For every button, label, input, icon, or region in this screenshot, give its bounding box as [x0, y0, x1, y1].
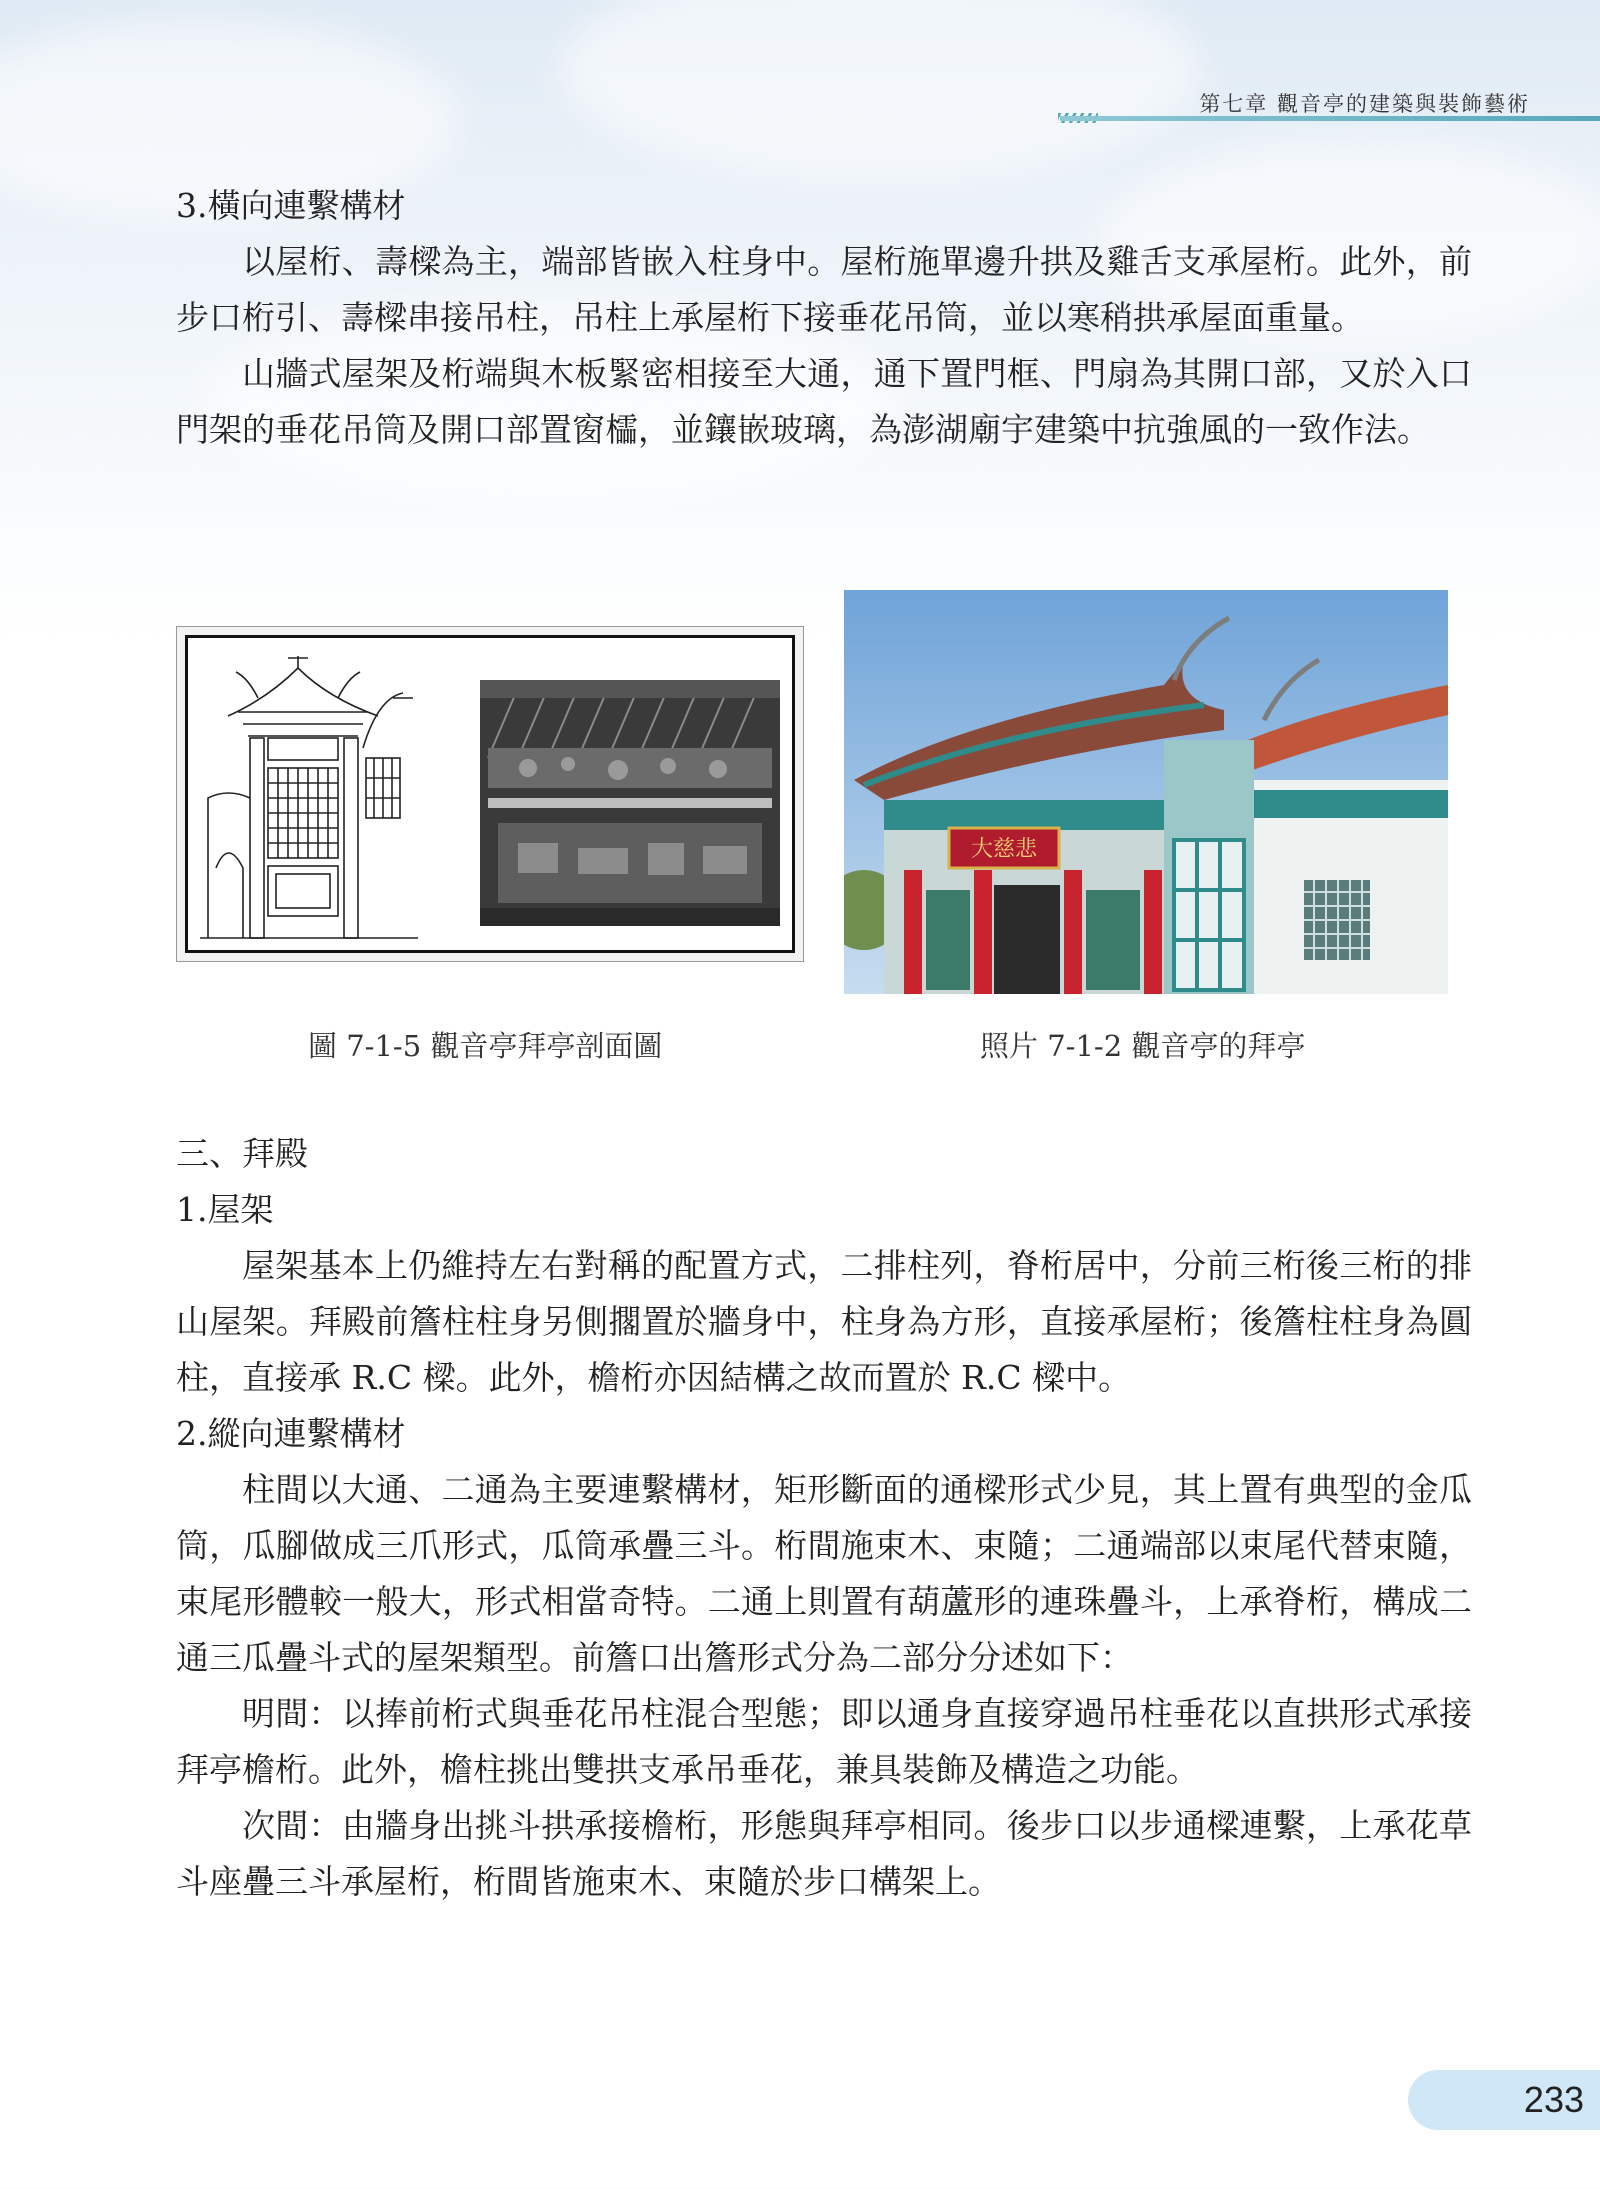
sky-cloud	[560, 0, 1200, 180]
figure-caption-right: 照片 7-1-2 觀音亭的拜亭	[980, 1029, 1306, 1063]
pavilion-photo-illustration	[844, 590, 1448, 994]
figure-caption-left: 圖 7-1-5 觀音亭拜亭剖面圖	[308, 1029, 663, 1063]
chapter-header: 第七章 觀音亭的建築與裝飾藝術	[1199, 92, 1530, 116]
section-drawing-figure	[176, 626, 804, 962]
body-paragraph: 屋架基本上仍維持左右對稱的配置方式，二排柱列，脊桁居中，分前三桁後三桁的排山屋架。拜殿前簷柱柱身另側擱置於牆身中，柱身為方形，直接承屋桁；後簷柱柱身為圓柱，直接承 R.C 樑。此外，檐桁亦因結構之故而置於 R.C 樑中。	[176, 1246, 1472, 1397]
section-heading: 3.橫向連繫構材	[176, 186, 406, 225]
section-drawing	[188, 638, 793, 951]
pavilion-photo	[844, 590, 1448, 994]
page-number: 233	[1523, 2079, 1584, 2120]
section-worship-hall	[176, 1126, 1472, 1910]
body-paragraph: 以屋桁、壽樑為主，端部皆嵌入柱身中。屋桁施單邊升拱及雞舌支承屋桁。此外，前步口桁引、壽樑串接吊柱，吊柱上承屋桁下接垂花吊筒，並以寒稍拱承屋面重量。	[176, 242, 1472, 337]
body-paragraph: 明間：以捧前桁式與垂花吊柱混合型態；即以通身直接穿過吊柱垂花以直拱形式承接拜亭檐桁。此外，檐柱挑出雙拱支承吊垂花，兼具裝飾及構造之功能。	[176, 1694, 1472, 1789]
plaque-text: 大慈悲	[970, 837, 1038, 862]
section-title: 三、拜殿	[176, 1134, 308, 1173]
section-horizontal-members	[176, 178, 1472, 458]
subsection-heading: 1.屋架	[176, 1190, 274, 1229]
body-paragraph: 山牆式屋架及桁端與木板緊密相接至大通，通下置門框、門扇為其開口部，又於入口門架的垂花吊筒及開口部置窗櫺，並鑲嵌玻璃，為澎湖廟宇建築中抗強風的一致作法。	[176, 354, 1472, 449]
header-rule	[1060, 116, 1600, 121]
body-paragraph: 次間：由牆身出挑斗拱承接檐桁，形態與拜亭相同。後步口以步通樑連繫，上承花草斗座疊三斗承屋桁，桁間皆施束木、束隨於步口構架上。	[176, 1806, 1472, 1901]
subsection-heading: 2.縱向連繫構材	[176, 1414, 406, 1453]
body-paragraph: 柱間以大通、二通為主要連繫構材，矩形斷面的通樑形式少見，其上置有典型的金瓜筒，瓜腳做成三爪形式，瓜筒承疊三斗。桁間施束木、束隨；二通端部以束尾代替束隨，束尾形體較一般大，形式相當奇特。二通上則置有葫蘆形的連珠疊斗，上承脊桁，構成二通三瓜疊斗式的屋架類型。前簷口出簷形式分為二部分分述如下：	[176, 1470, 1472, 1677]
